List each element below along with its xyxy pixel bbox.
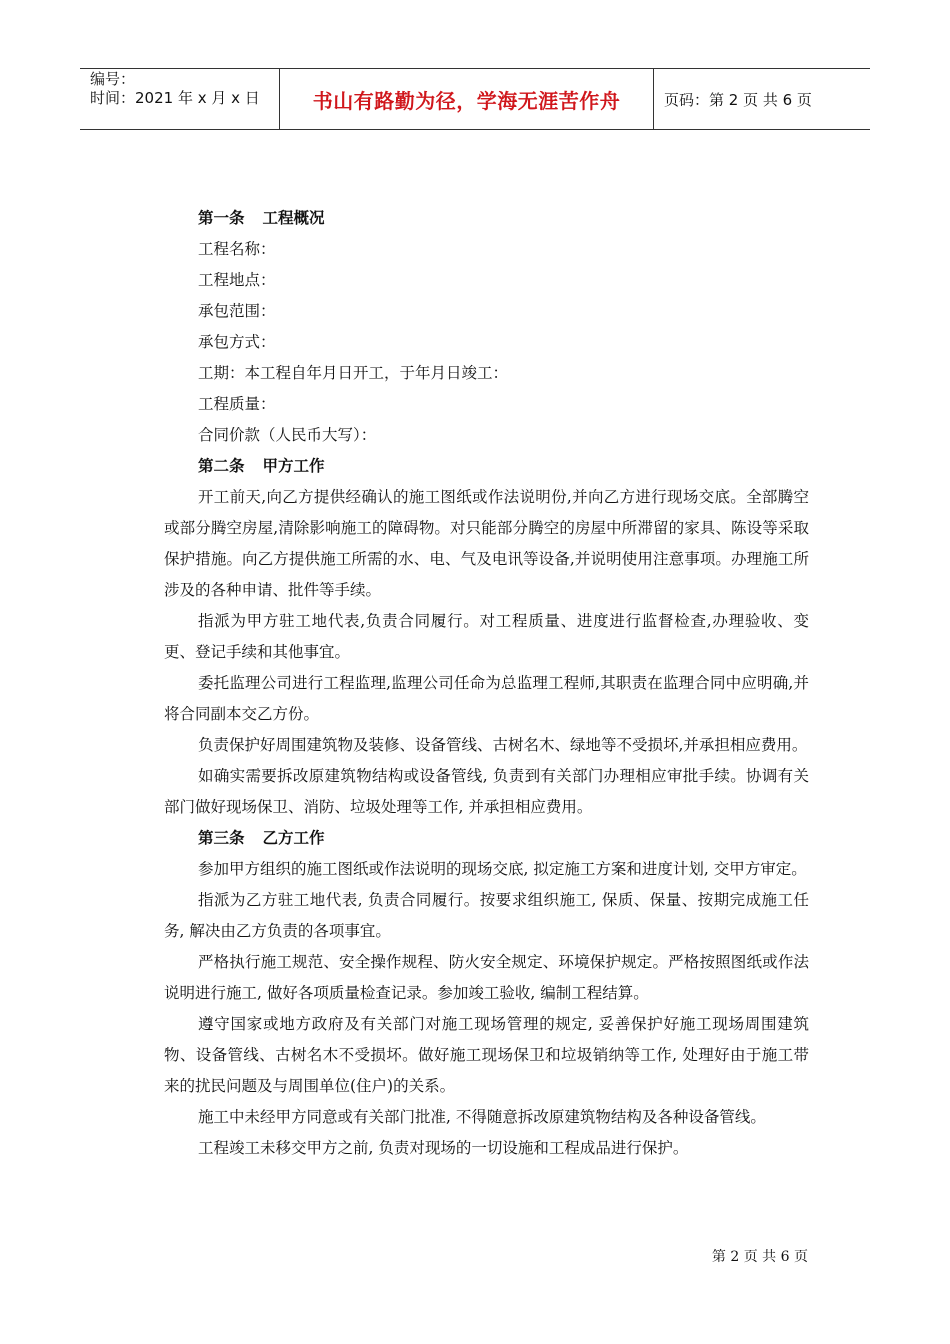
document-body xyxy=(164,203,809,1164)
article3-para: 工程竣工未移交甲方之前, 负责对现场的一切设施和工程成品进行保护。 xyxy=(198,1139,689,1157)
article2-para: 如确实需要拆改原建筑物结构或设备管线, 负责到有关部门办理相应审批手续。协调有关部门做好现场保卫、消防、垃圾处理等工作, 并承担相应费用。 xyxy=(164,767,809,816)
article1-heading xyxy=(164,203,809,234)
article1-number: 第一条 xyxy=(198,209,245,227)
field-contract-price: 合同价款（人民币大写）： xyxy=(198,426,377,444)
field-project-name: 工程名称： xyxy=(198,240,276,258)
page-header xyxy=(80,68,870,130)
header-meta xyxy=(80,69,280,129)
field-quality: 工程质量： xyxy=(198,395,276,413)
article2-title: 甲方工作 xyxy=(262,457,325,475)
article3-heading xyxy=(164,823,809,854)
field-contract-scope: 承包范围： xyxy=(198,302,276,320)
article1-title: 工程概况 xyxy=(262,209,325,227)
article3-para: 严格执行施工规范、安全操作规程、防火安全规定、环境保护规定。严格按照图纸或作法说明进行施工, 做好各项质量检查记录。参加竣工验收, 编制工程结算。 xyxy=(164,953,809,1002)
field-duration: 工期：本工程自年月日开工，于年月日竣工： xyxy=(198,364,509,382)
article2-number: 第二条 xyxy=(198,457,245,475)
number-label: 编号： xyxy=(90,70,136,88)
article3-para: 施工中未经甲方同意或有关部门批准, 不得随意拆改原建筑物结构及各种设备管线。 xyxy=(198,1108,766,1126)
article2-heading xyxy=(164,451,809,482)
page-footer: 第 2 页 共 6 页 xyxy=(711,1249,808,1265)
article3-para: 指派为乙方驻工地代表, 负责合同履行。按要求组织施工, 保质、保量、按期完成施工任务, 解决由乙方负责的各项事宜。 xyxy=(164,891,809,940)
article2-para: 委托监理公司进行工程监理,监理公司任命为总监理工程师,其职责在监理合同中应明确,并将合同副本交乙方份。 xyxy=(164,674,809,723)
field-project-location: 工程地点： xyxy=(198,271,276,289)
field-contract-method: 承包方式： xyxy=(198,333,276,351)
header-motto: 书山有路勤为径，学海无涯苦作舟 xyxy=(280,69,654,129)
article3-para: 参加甲方组织的施工图纸或作法说明的现场交底, 拟定施工方案和进度计划, 交甲方审定。 xyxy=(198,860,807,878)
article2-para: 负责保护好周围建筑物及装修、设备管线、古树名木、绿地等不受损坏,并承担相应费用。 xyxy=(198,736,808,754)
article3-title: 乙方工作 xyxy=(262,829,325,847)
article2-para: 开工前天,向乙方提供经确认的施工图纸或作法说明份,并向乙方进行现场交底。全部腾空或部分腾空房屋,清除影响施工的障碍物。对只能部分腾空的房屋中所滞留的家具、陈设等采取保护措施。向乙方提供施工所需的水、电、气及电讯等设备,并说明使用注意事项。办理施工所涉及的各种申请、批件等手续。 xyxy=(164,488,809,599)
time-label: 时间：2021 年 x 月 x 日 xyxy=(90,89,260,107)
article3-number: 第三条 xyxy=(198,829,245,847)
article3-para: 遵守国家或地方政府及有关部门对施工现场管理的规定, 妥善保护好施工现场周围建筑物、设备管线、古树名木不受损坏。做好施工现场保卫和垃圾销纳等工作, 处理好由于施工带来的扰民问题及与周围单位(住户)的关系。 xyxy=(164,1015,809,1095)
header-page-label: 页码：第 2 页 共 6 页 xyxy=(664,90,812,109)
article2-para: 指派为甲方驻工地代表,负责合同履行。对工程质量、进度进行监督检查,办理验收、变更、登记手续和其他事宜。 xyxy=(164,612,809,661)
